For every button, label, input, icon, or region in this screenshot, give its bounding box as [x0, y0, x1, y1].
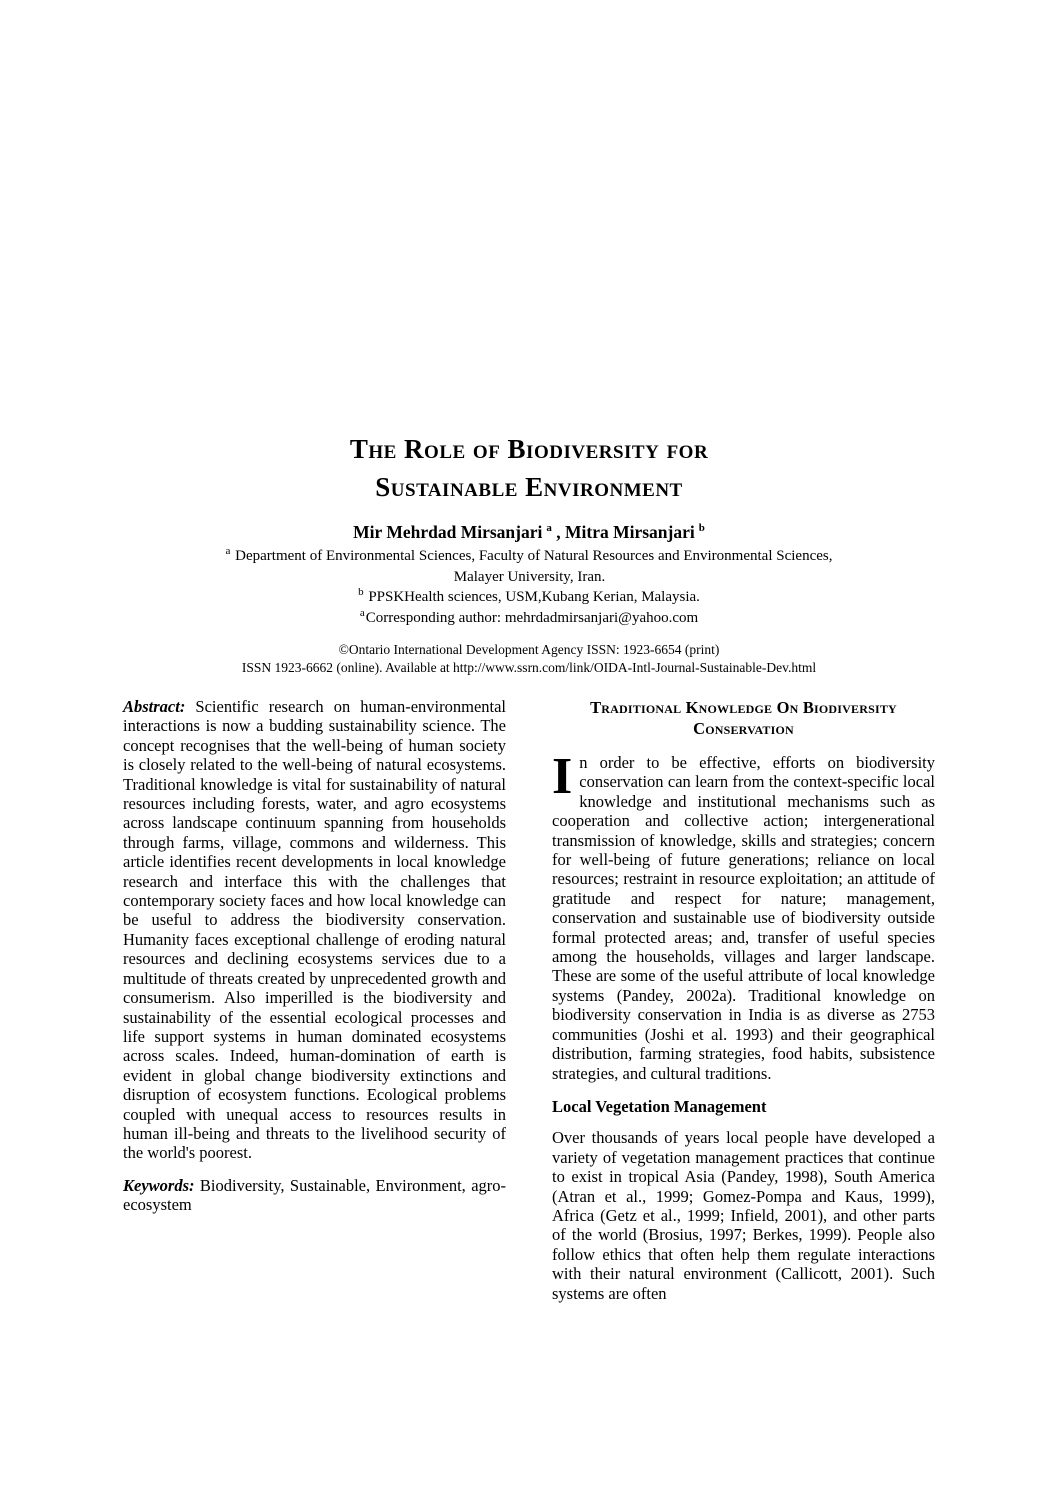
affiliation-line-2 — [123, 567, 935, 588]
keywords-label: Keywords: — [123, 1175, 195, 1195]
affiliation-mark-b: b — [358, 586, 364, 598]
intro-paragraph — [552, 748, 935, 1083]
section-heading: Traditional Knowledge On Biodiversity Conservation — [590, 698, 897, 738]
affiliation-line-1 — [123, 546, 935, 567]
intro-text: n order to be effective, efforts on biodiversity conservation can learn from the context-specific local knowledge and institutional mechanisms such as cooperation and collective action; intergenerational transmission of knowledge, skills and strategies; concern for well-being of future generations; reliance on local resources; restraint in resource exploitation; an attitude of gratitude and respect for nature; management, conservation and sustainable use of biodiversity outside formal protected areas; and, transfer of useful species among the households, villages and larger landscape. These are some of the useful attribute of local knowledge systems (Pandey, 2002a). Traditional knowledge on biodiversity conservation in India is as diverse as 2753 communities (Joshi et al. 1993) and their geographical distribution, farming strategies, food habits, subsistence strategies, and cultural traditions. — [552, 753, 935, 1083]
vegetation-text: Over thousands of years local people have developed a variety of vegetation management practices that continue to exist in tropical Asia (Pandey, 1998), South America (Atran et al., 1999; Gomez-Pompa and Kaus, 1999), Africa (Getz et al., 1999; Infield, 2001), and other parts of the world (Brosius, 1997; Berkes, 1999). People also follow ethics that often help them regulate interactions with their natural environment (Callicott, 2001). Such systems are often — [552, 1128, 935, 1303]
publisher-line-2: ISSN 1923-6662 (online). Available at http://www.ssrn.com/link/OIDA-Intl-Journal-Sustainable-Dev.html — [241, 660, 817, 675]
corresponding-author-text: Corresponding author: mehrdadmirsanjari@yahoo.com — [365, 609, 699, 626]
affiliation-text-3: PPSKHealth sciences, USM,Kubang Kerian, Malaysia. — [364, 589, 700, 605]
publisher-info — [123, 641, 935, 677]
corresponding-author-mark: a — [359, 606, 365, 619]
affiliation-text-1: Department of Environmental Sciences, Faculty of Natural Resources and Environmental Sciences, — [231, 548, 833, 564]
author-name-1: Mir Mehrdad Mirsanjari — [353, 522, 543, 542]
affiliation-mark-a: a — [225, 545, 231, 557]
authors-separator: , — [551, 522, 565, 542]
affiliation-line-3 — [123, 587, 935, 608]
keywords-text: Biodiversity, Sustainable, Environment, agro-ecosystem — [123, 1175, 507, 1215]
abstract-text: Scientific research on human-environmental interactions is now a budding sustainability science. The concept recognises that the well-being of human society is closely related to the well-being of natural ecosystems. Traditional knowledge is vital for sustainability of natural resources including forests, water, and agro ecosystems across landscape continuum spanning from households through farms, village, commons and wilderness. This article identifies recent developments in local knowledge research and interface this with the challenges that contemporary society faces and how local knowledge can be useful to address the biodiversity conservation. Humanity faces exceptional challenge of eroding natural resources and declining ecosystems services due to a multitude of threats created by unprecedented growth and consumerism. Also imperilled is the biodiversity and sustainability of the essential ecological processes and life support systems in human dominated ecosystems across scales. Indeed, human-domination of earth is evident in global change biodiversity extinctions and disruption of ecosystem functions. Ecological problems coupled with unequal access to resources results in human ill-being and threats to the livelihood security of the world's poorest. — [123, 697, 507, 1163]
page-content — [123, 430, 935, 1303]
right-column — [552, 697, 935, 1303]
author-affiliation-mark-1: a — [546, 522, 552, 535]
abstract-paragraph — [123, 697, 506, 1163]
left-column — [123, 697, 506, 1303]
authors-line — [123, 522, 935, 543]
corresponding-author-line — [123, 608, 935, 629]
title-line-1: The Role of Biodiversity for — [349, 434, 709, 464]
author-affiliation-mark-2: b — [698, 522, 705, 535]
article-columns — [123, 697, 935, 1303]
paper-title — [123, 430, 935, 506]
affiliation-text-2: Malayer University, Iran. — [453, 568, 606, 585]
title-line-2: Sustainable Environment — [375, 472, 683, 502]
subsection-heading: Local Vegetation Management — [552, 1096, 767, 1116]
author-name-2: Mitra Mirsanjari — [564, 522, 695, 542]
keywords-paragraph — [123, 1176, 506, 1215]
affiliations-block — [123, 546, 935, 628]
drop-cap: I — [552, 748, 573, 805]
abstract-label: Abstract: — [123, 697, 186, 716]
publisher-line-1: ©Ontario International Development Agency ISSN: 1923-6654 (print) — [338, 642, 720, 657]
vegetation-paragraph — [552, 1128, 935, 1303]
